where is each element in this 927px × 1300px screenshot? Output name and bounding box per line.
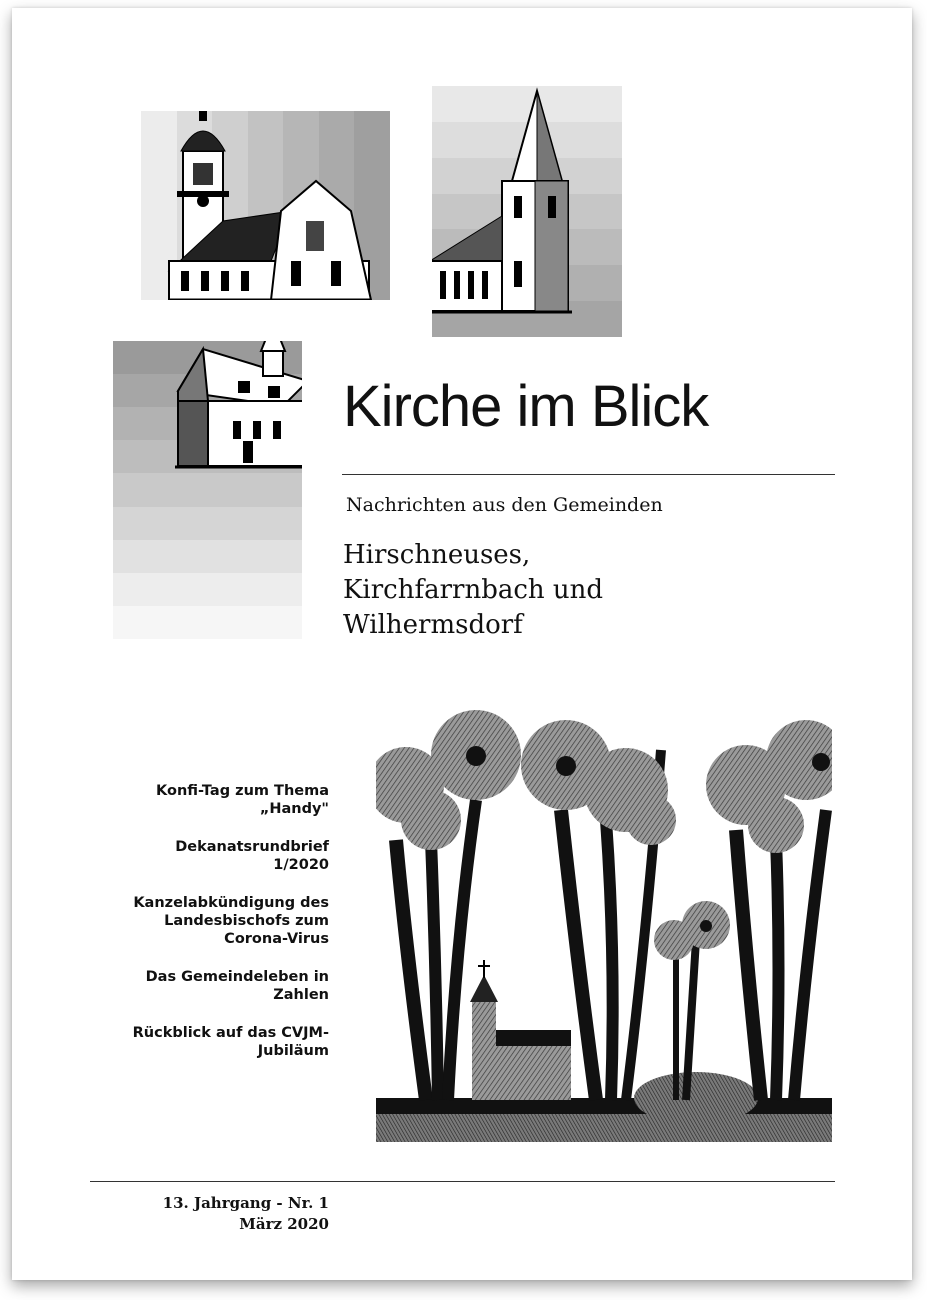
toc-item — [89, 782, 329, 818]
table-of-contents — [89, 782, 329, 1080]
toc-item — [89, 838, 329, 874]
toc-item — [89, 1024, 329, 1060]
toc-item-line: 1/2020 — [273, 857, 329, 873]
issue-info — [163, 1193, 329, 1235]
small-chapel-icon — [113, 341, 302, 639]
toc-item-line: Das Gemeindeleben in — [145, 969, 329, 985]
toc-item-line: Dekanatsrundbrief — [175, 839, 329, 855]
magazine-title: Kirche im Blick — [343, 374, 709, 439]
baroque-church-with-tower-icon — [141, 111, 390, 300]
toc-item-line: Kanzelabkündigung des — [133, 895, 329, 911]
parish-name-line: Kirchfarrnbach und — [343, 575, 604, 605]
toc-item-line: Konfi-Tag zum Thema — [156, 783, 329, 799]
title-divider — [342, 474, 835, 475]
parish-name-line: Wilhermsdorf — [343, 610, 523, 640]
parish-names — [343, 538, 603, 643]
toc-item-line: Corona-Virus — [224, 931, 329, 947]
toc-item-line: „Handy" — [259, 801, 329, 817]
toc-item-line: Landesbischofs zum — [164, 913, 329, 929]
magazine-subtitle: Nachrichten aus den Gemeinden — [346, 494, 663, 516]
toc-item-line: Rückblick auf das CVJM- — [132, 1025, 329, 1041]
footer-divider — [90, 1181, 835, 1182]
gothic-church-with-spire-icon — [432, 86, 622, 337]
daffodils-with-church-icon — [376, 690, 832, 1142]
toc-item-line: Zahlen — [273, 987, 329, 1003]
toc-item-line: Jubiläum — [257, 1043, 329, 1059]
issue-volume: 13. Jahrgang - Nr. 1 — [162, 1194, 329, 1212]
parish-name-line: Hirschneuses, — [343, 540, 531, 570]
toc-item — [89, 894, 329, 948]
toc-item — [89, 968, 329, 1004]
issue-date: März 2020 — [239, 1215, 329, 1233]
